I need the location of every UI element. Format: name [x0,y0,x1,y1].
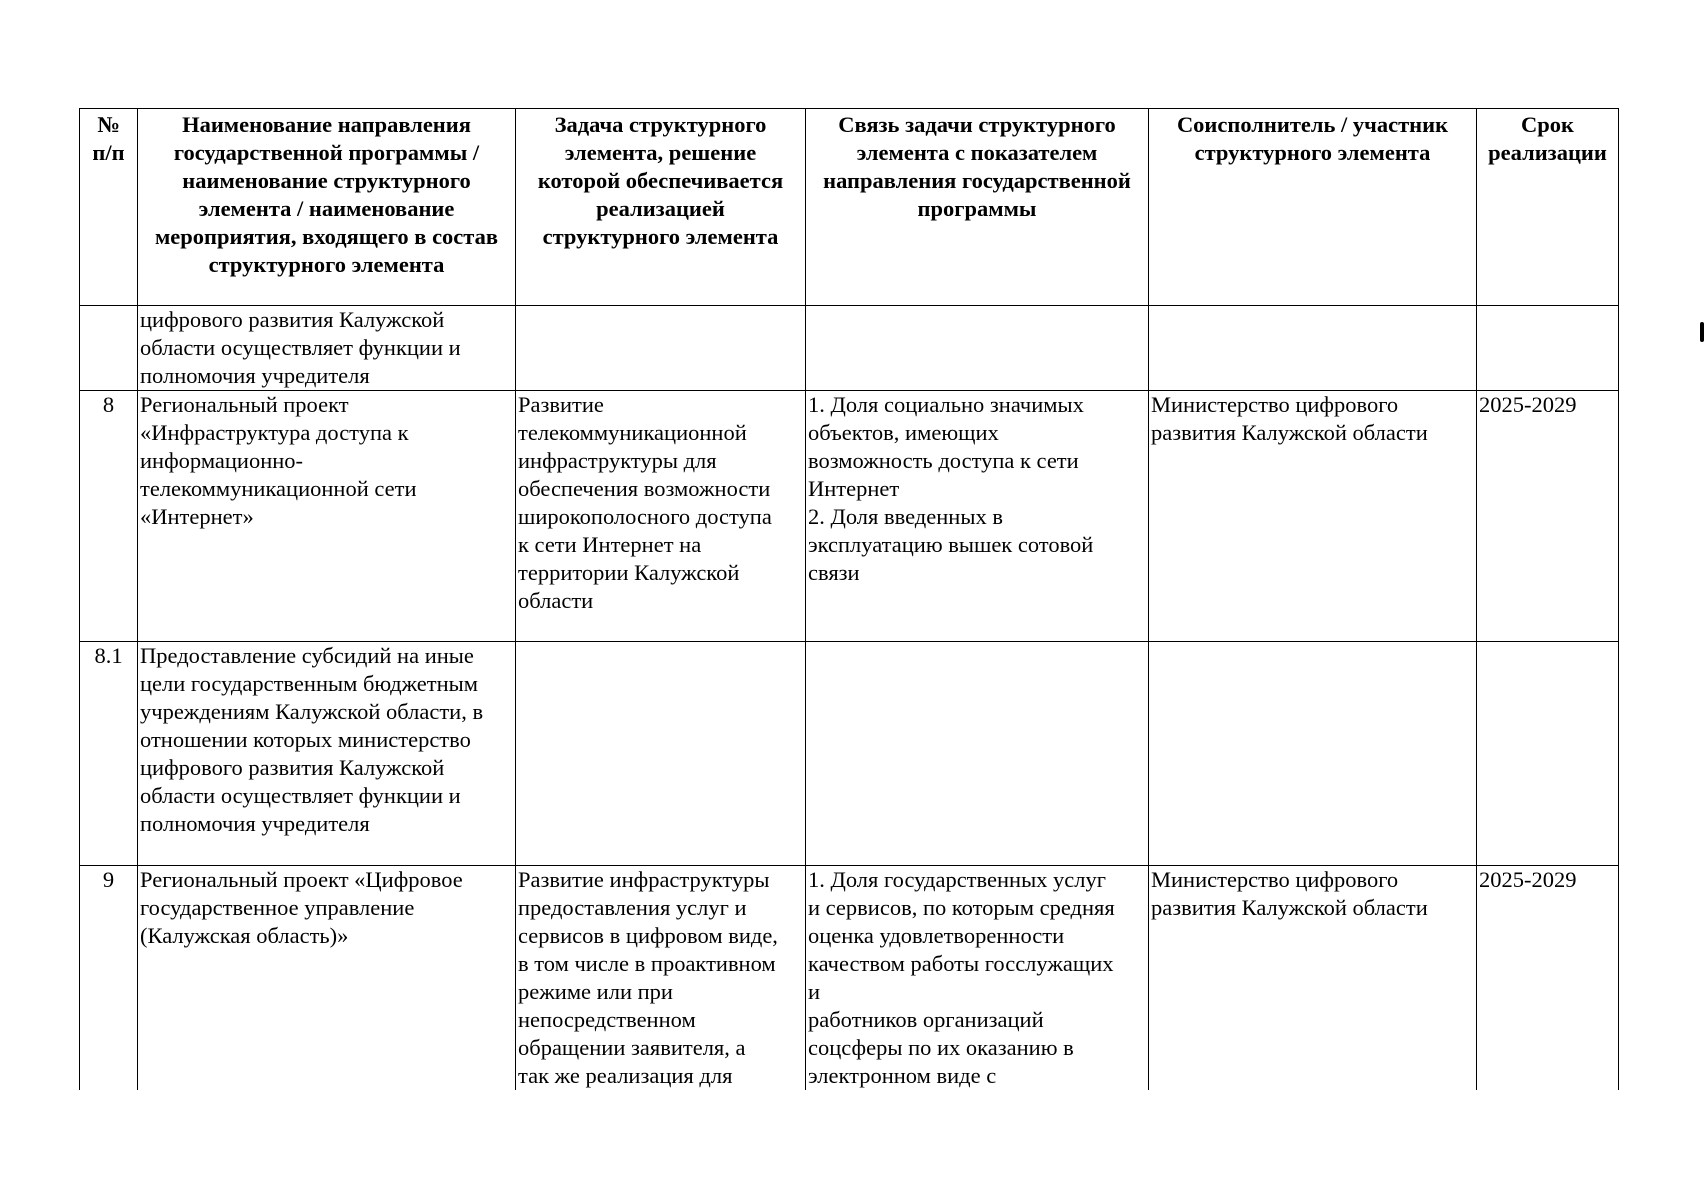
scan-edge-mark [1700,322,1704,342]
header-coexecutor: Соисполнитель / участник структурного элемента [1149,109,1477,306]
row-term: 2025-2029 [1477,391,1619,642]
row-number: 8.1 [80,642,138,866]
row-name: цифрового развития Калужской области осуществляет функции и полномочия учредителя [138,306,516,391]
row-term [1477,642,1619,866]
row-name: Региональный проект «Цифровое государственное управление (Калужская область)» [138,866,516,1091]
row-coexecutor: Министерство цифрового развития Калужской области [1149,391,1477,642]
row-task [516,306,806,391]
row-coexecutor [1149,306,1477,391]
row-task: Развитие инфраструктуры предоставления услуг и сервисов в цифровом виде, в том числе в проактивном режиме или при непосредственном обращении заявителя, а так же реализация для [516,866,806,1091]
header-indicator-link: Связь задачи структурного элемента с показателем направления государственной программы [806,109,1149,306]
table-row [80,866,1619,1091]
row-term [1477,306,1619,391]
row-term: 2025-2029 [1477,866,1619,1091]
row-number: 9 [80,866,138,1091]
row-number: 8 [80,391,138,642]
table-row [80,306,1619,391]
table-header-row [80,109,1619,306]
row-indicator-link [806,306,1149,391]
row-number [80,306,138,391]
table-row [80,391,1619,642]
row-coexecutor: Министерство цифрового развития Калужской области [1149,866,1477,1091]
header-task: Задача структурного элемента, решение которой обеспечивается реализацией структурного элемента [516,109,806,306]
table-row [80,642,1619,866]
header-term: Срок реализации [1477,109,1619,306]
row-task [516,642,806,866]
row-name: Предоставление субсидий на иные цели государственным бюджетным учреждениям Калужской области, в отношении которых министерство цифрового развития Калужской области осуществляет функции и полномочия учредителя [138,642,516,866]
row-indicator-link [806,642,1149,866]
header-number: № п/п [80,109,138,306]
row-indicator-link: 1. Доля государственных услуг и сервисов, по которым средняя оценка удовлетворенности качеством работы госслужащих и работников организаций соцсферы по их оказанию в электронном виде с [806,866,1149,1091]
row-name: Региональный проект «Инфраструктура доступа к информационно- телекоммуникационной сети «Интернет» [138,391,516,642]
row-indicator-link: 1. Доля социально значимых объектов, имеющих возможность доступа к сети Интернет 2. Доля введенных в эксплуатацию вышек сотовой связи [806,391,1149,642]
row-task: Развитие телекоммуникационной инфраструктуры для обеспечения возможности широкополосного доступа к сети Интернет на территории Калужской области [516,391,806,642]
program-structure-table [79,108,1619,1090]
header-name: Наименование направления государственной программы / наименование структурного элемента / наименование мероприятия, входящего в состав структурного элемента [138,109,516,306]
row-coexecutor [1149,642,1477,866]
